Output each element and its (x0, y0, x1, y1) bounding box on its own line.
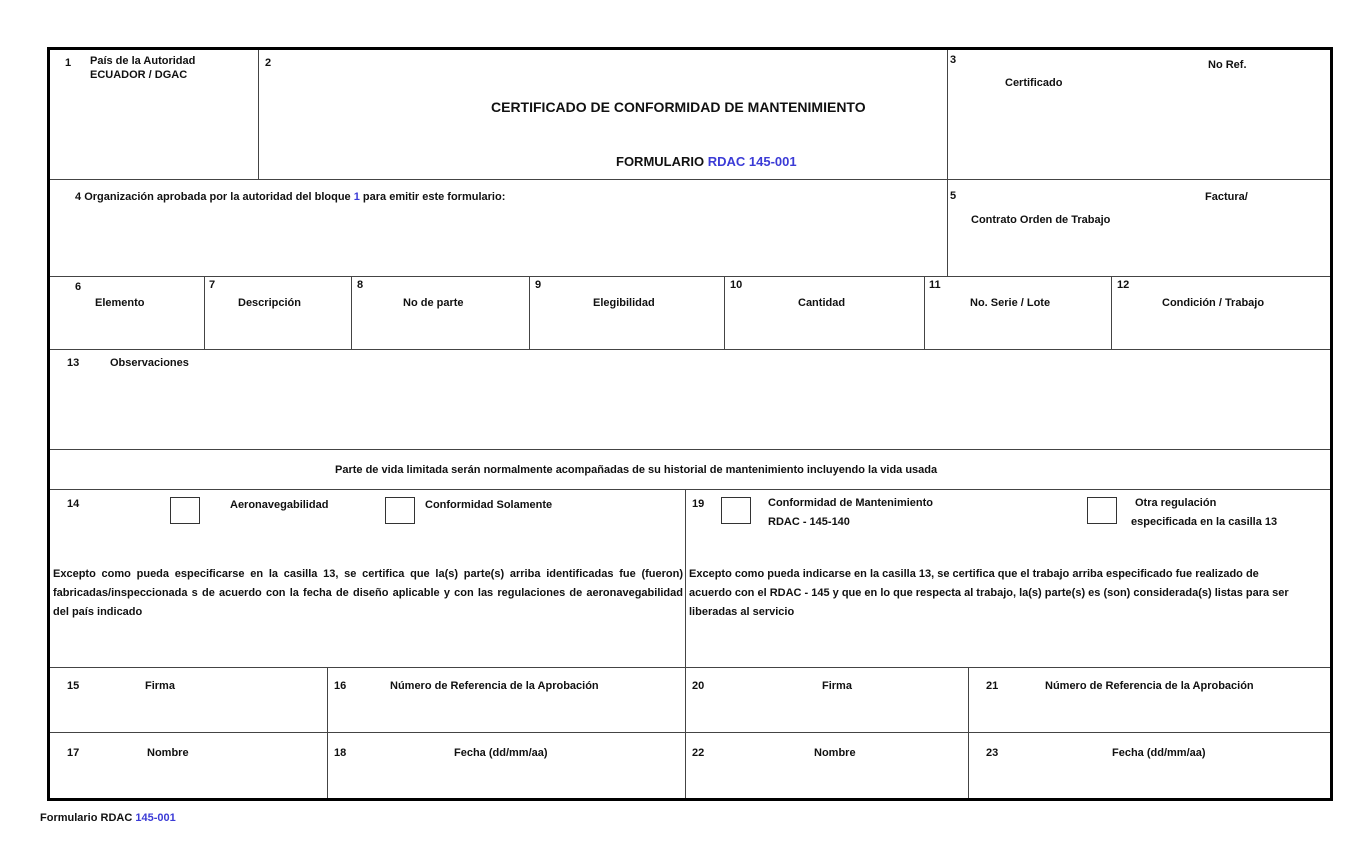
approved-organization-label (75, 190, 505, 204)
box-19-maintenance-release (686, 490, 1330, 668)
box-20-signature[interactable] (686, 668, 969, 733)
box-19-statement: Excepto como pueda indicarse en la casilla 13, se certifica que el trabajo arriba especificado fue realizado de acuerdo con el RDAC - 145 y que en lo que respecta al trabajo, la(s) parte(s) es (son) considerada(s) listas para ser liberadas al servicio (689, 568, 1289, 618)
box-13-observations[interactable] (50, 350, 1330, 450)
authority-country-label: País de la Autoridad (90, 55, 196, 67)
box-12-condition-work[interactable] (1112, 277, 1330, 350)
signature-label: Firma (822, 680, 852, 692)
box-number: 10 (730, 279, 743, 291)
box-number: 7 (209, 279, 216, 291)
conformity-only-checkbox[interactable] (385, 497, 415, 524)
box-8-part-number[interactable] (352, 277, 530, 350)
observations-label: Observaciones (110, 357, 189, 369)
box-number: 3 (950, 54, 957, 66)
box-14-statement: Excepto como pueda especificarse en la casilla 13, se certifica que la(s) parte(s) arriba identificadas fue (fueron) fabricadas/inspeccionada s de acuerdo con la fecha de diseño aplicable y con las regulaciones de aeronavegabilidad del país indicado (53, 568, 683, 618)
certificate-label: Certificado (1005, 77, 1063, 89)
box-3-certificate-ref[interactable] (948, 50, 1330, 180)
box-number: 6 (75, 281, 82, 293)
other-regulation-checkbox[interactable] (1087, 497, 1117, 524)
box-11-serial-lot[interactable] (925, 277, 1112, 350)
form-label (616, 155, 797, 169)
box-number: 20 (692, 680, 705, 692)
footer-prefix: Formulario RDAC (40, 812, 133, 824)
box-number: 5 (950, 190, 957, 202)
box-18-date[interactable] (328, 733, 686, 798)
form-code: RDAC 145-001 (707, 154, 797, 169)
serial-lot-label: No. Serie / Lote (970, 297, 1051, 309)
life-limited-note: Parte de vida limitada serán normalmente acompañadas de su historial de mantenimiento incluyendo la vida usada (335, 464, 938, 476)
box-2-title (259, 50, 948, 180)
box-15-signature[interactable] (50, 668, 328, 733)
box-number: 9 (535, 279, 542, 291)
date-label: Fecha (dd/mm/aa) (454, 747, 548, 759)
box-number: 12 (1117, 279, 1130, 291)
signature-label: Firma (145, 680, 175, 692)
box-7-description[interactable] (205, 277, 352, 350)
label-block-number: 1 (353, 191, 360, 203)
approval-ref-label: Número de Referencia de la Aprobación (390, 680, 599, 692)
authority-country-value: ECUADOR / DGAC (90, 69, 188, 81)
box-number: 1 (65, 57, 72, 69)
box-number: 13 (67, 357, 80, 369)
box-10-quantity[interactable] (725, 277, 925, 350)
box-22-name[interactable] (686, 733, 969, 798)
ref-number-label: No Ref. (1208, 59, 1247, 71)
description-label: Descripción (238, 297, 301, 309)
airworthiness-label: Aeronavegabilidad (230, 499, 329, 511)
part-number-label: No de parte (403, 297, 464, 309)
box-number: 23 (986, 747, 999, 759)
date-label: Fecha (dd/mm/aa) (1112, 747, 1206, 759)
life-limited-note-row (50, 450, 1330, 490)
conformity-only-label: Conformidad Solamente (425, 499, 553, 511)
box-1-authority-country[interactable] (50, 50, 259, 180)
box-21-approval-ref[interactable] (969, 668, 1330, 733)
name-label: Nombre (814, 747, 856, 759)
contract-work-order-label: Contrato Orden de Trabajo (971, 214, 1111, 226)
maintenance-certificate-form (47, 47, 1333, 801)
quantity-label: Cantidad (798, 297, 846, 309)
box-4-approved-organization[interactable] (50, 180, 948, 277)
box-number: 22 (692, 747, 705, 759)
condition-work-label: Condición / Trabajo (1162, 297, 1265, 309)
box-number: 8 (357, 279, 364, 291)
rdac-145-140-label: RDAC - 145-140 (768, 516, 850, 528)
box-23-date[interactable] (969, 733, 1330, 798)
box-number: 14 (67, 498, 80, 510)
box-9-eligibility[interactable] (530, 277, 725, 350)
airworthiness-checkbox[interactable] (170, 497, 200, 524)
box-number: 19 (692, 498, 705, 510)
box-5-contract-invoice[interactable] (948, 180, 1330, 277)
box-number: 15 (67, 680, 80, 692)
label-text: Organización aprobada por la autoridad del bloque (84, 191, 351, 203)
item-label: Elemento (95, 297, 145, 309)
box-17-name[interactable] (50, 733, 328, 798)
form-title: CERTIFICADO DE CONFORMIDAD DE MANTENIMIENTO (491, 99, 866, 115)
box-number: 17 (67, 747, 80, 759)
box-16-approval-ref[interactable] (328, 668, 686, 733)
form-prefix: FORMULARIO (616, 154, 705, 169)
maintenance-conformity-checkbox[interactable] (721, 497, 751, 524)
box-number: 16 (334, 680, 347, 692)
box-number: 21 (986, 680, 999, 692)
name-label: Nombre (147, 747, 189, 759)
box-6-item[interactable] (50, 277, 205, 350)
box-number: 11 (929, 279, 941, 291)
maintenance-conformity-label: Conformidad de Mantenimiento (768, 497, 933, 509)
footer-code: 145-001 (135, 812, 176, 824)
box-number: 18 (334, 747, 347, 759)
label-text: para emitir este formulario: (362, 191, 506, 203)
eligibility-label: Elegibilidad (593, 297, 655, 309)
invoice-label: Factura/ (1205, 191, 1248, 203)
box-14-certification (50, 490, 686, 668)
other-regulation-detail: especificada en la casilla 13 (1131, 516, 1278, 528)
box-number: 4 (75, 191, 82, 203)
box-number: 2 (265, 57, 272, 69)
approval-ref-label: Número de Referencia de la Aprobación (1045, 680, 1254, 692)
form-footer (40, 812, 176, 824)
other-regulation-label: Otra regulación (1135, 497, 1217, 509)
